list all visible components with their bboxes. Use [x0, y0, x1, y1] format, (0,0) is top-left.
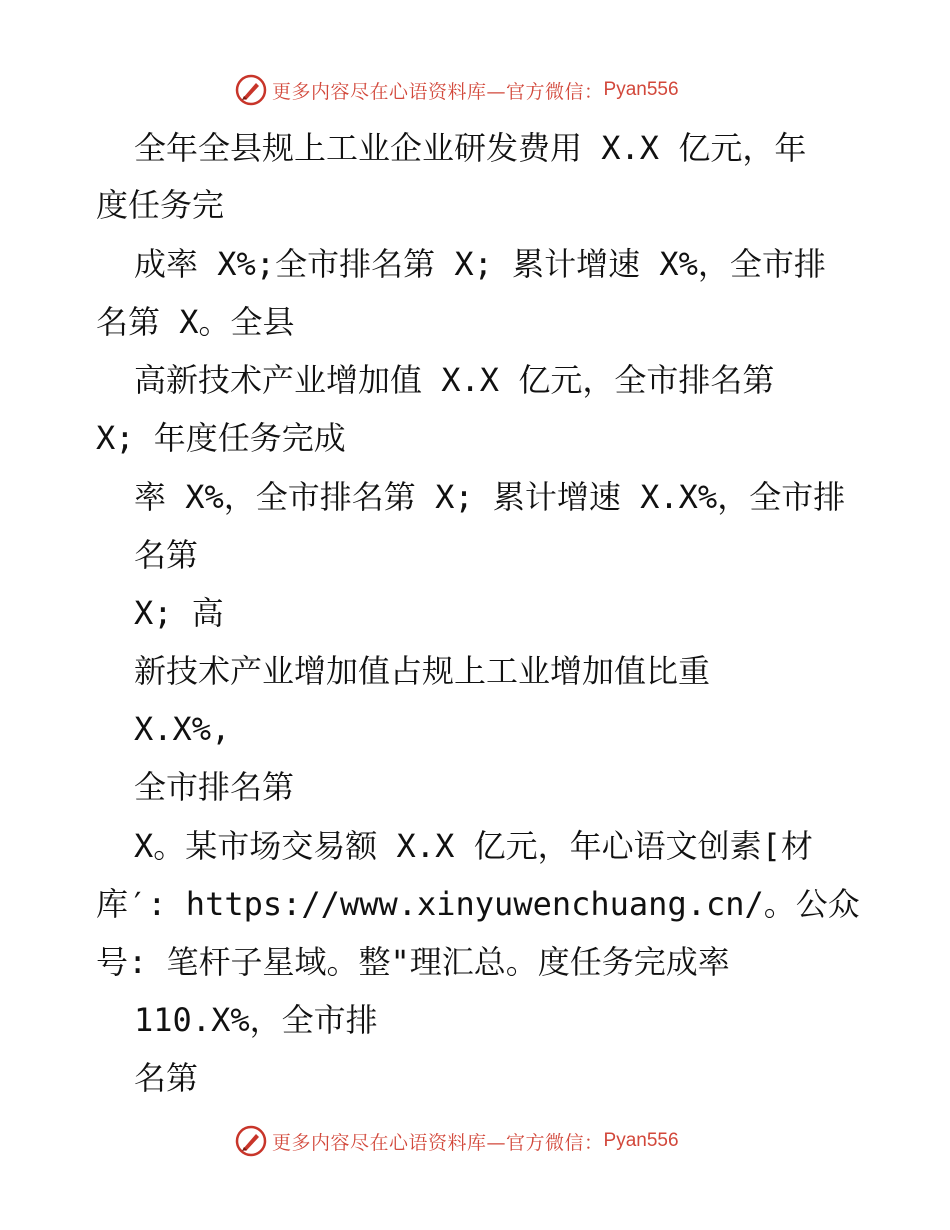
pen-logo-icon [234, 1124, 268, 1158]
text-line: 新技术产业增加值占规上工业增加值比重 [134, 652, 711, 690]
text-line: X; 高 [134, 594, 224, 632]
text-line: 全年全县规上工业企业研发费用 X.X 亿元，年 [134, 129, 807, 167]
header-watermark [234, 72, 679, 108]
text-line: 全市排名第 [134, 768, 295, 806]
text-line: 度任务完 [96, 186, 225, 224]
text-line: X.X%, [134, 710, 231, 748]
text-line: 成率 X%;全市排名第 X; 累计增速 X%，全市排 [134, 245, 826, 283]
watermark-id: Pyan556 [603, 79, 679, 100]
text-line: 高新技术产业增加值 X.X 亿元，全市排名第 [134, 361, 775, 399]
text-line: 名第 [134, 1059, 199, 1097]
footer-watermark [234, 1123, 679, 1159]
watermark-text: 更多内容尽在心语资料库—官方微信： [272, 1131, 604, 1154]
pen-logo-icon [234, 73, 268, 107]
text-line: 名第 X。全县 [96, 303, 295, 341]
text-line: 名第 [134, 536, 199, 574]
text-line: 号: 笔杆子星域。整"理汇总。度任务完成率 [96, 943, 730, 981]
text-line: 库′: https://www.xinyuwenchuang.cn/。公众 [96, 885, 860, 923]
text-line: X; 年度任务完成 [96, 419, 346, 457]
watermark-text: 更多内容尽在心语资料库—官方微信： [272, 80, 604, 103]
text-line: 110.X%，全市排 [134, 1001, 378, 1039]
text-line: 率 X%，全市排名第 X; 累计增速 X.X%，全市排 [134, 478, 846, 516]
watermark-id: Pyan556 [603, 1130, 679, 1151]
text-line: X。某市场交易额 X.X 亿元，年心语文创素[材 [134, 827, 813, 865]
